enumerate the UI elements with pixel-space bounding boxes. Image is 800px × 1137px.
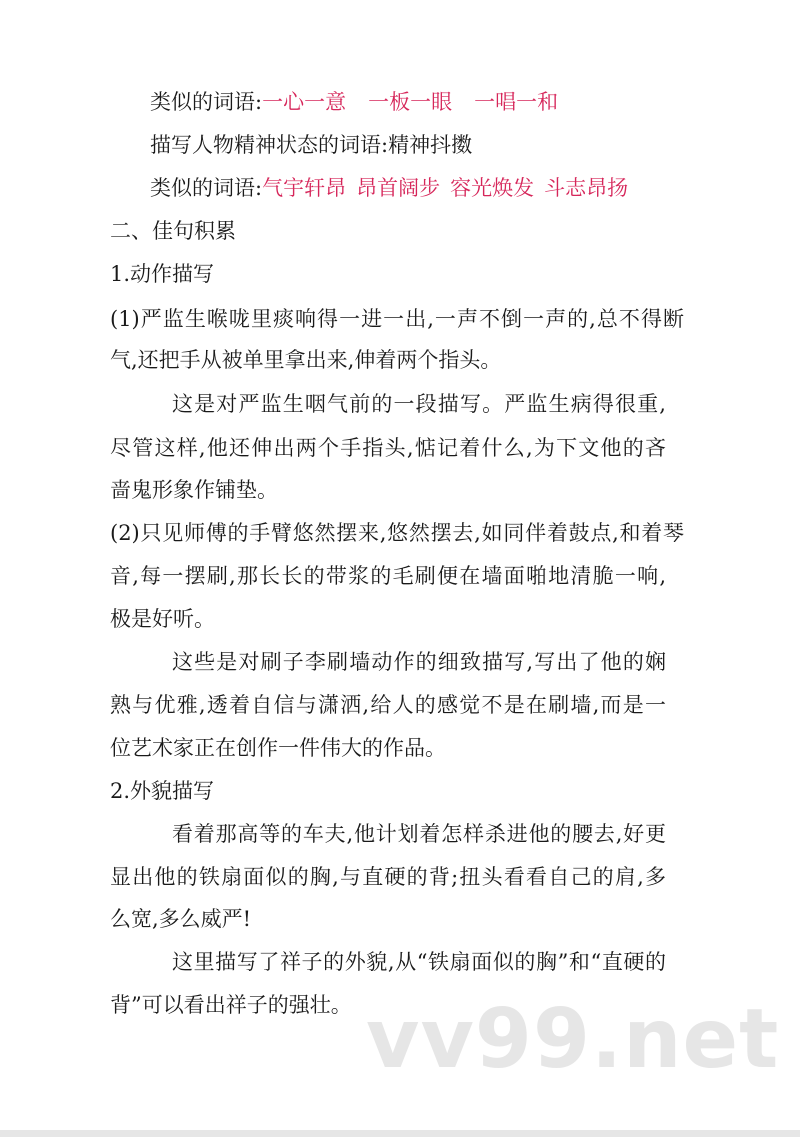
- analysis-line: 背”可以看出祥子的强壮。: [110, 993, 352, 1017]
- similar-word: 昂首阔步: [356, 176, 441, 200]
- example-sentence-line: 极是好听。: [110, 607, 215, 631]
- analysis-line: 这里描写了祥子的外貌,从“铁扇面似的胸”和“直硬的: [172, 950, 666, 974]
- example-sentence-line: 音,每一摆刷,那长长的带浆的毛刷便在墙面啪地清脆一响,: [110, 564, 666, 588]
- analysis-line: 啬鬼形象作铺垫。: [110, 478, 278, 502]
- similar-words-line-2: [150, 174, 628, 202]
- example-sentence-line: (2)只见师傅的手臂悠然摆来,悠然摆去,如同伴着鼓点,和着琴: [110, 521, 684, 545]
- example-sentence-line: 么宽,多么威严!: [110, 907, 252, 931]
- analysis-line: 这些是对刷子李刷墙动作的细致描写,写出了他的娴: [172, 650, 666, 674]
- example-sentence-line: 气,还把手从被单里拿出来,伸着两个指头。: [110, 348, 502, 372]
- similar-word: 斗志昂扬: [544, 176, 629, 200]
- analysis-line: 熟与优雅,透着自信与潇洒,给人的感觉不是在刷墙,而是一: [110, 693, 666, 717]
- analysis-line: 位艺术家正在创作一件伟大的作品。: [110, 736, 446, 760]
- example-sentence-line: 显出他的铁扇面似的胸,与直硬的背;扭头看看自己的肩,多: [110, 865, 666, 889]
- watermark: vv99.net: [366, 992, 780, 1087]
- similar-label: 类似的词语:: [150, 176, 263, 200]
- similar-words-line-1: [150, 88, 558, 116]
- example-sentence-line: (1)严监生喉咙里痰响得一进一出,一声不倒一声的,总不得断: [110, 307, 684, 331]
- similar-label: 类似的词语:: [150, 90, 263, 114]
- analysis-line: 尽管这样,他还伸出两个手指头,惦记着什么,为下文他的吝: [110, 436, 666, 460]
- similar-word: 一心一意: [262, 90, 347, 114]
- analysis-line: 这是对严监生咽气前的一段描写。严监生病得很重,: [172, 392, 666, 416]
- subheading-appearance: 2.外貌描写: [110, 779, 215, 803]
- similar-word: 气宇轩昂: [262, 176, 347, 200]
- example-sentence-line: 看着那高等的车夫,他计划着怎样杀进他的腰去,好更: [172, 822, 666, 846]
- section-heading: 二、佳句积累: [110, 219, 236, 243]
- subheading-action: 1.动作描写: [110, 262, 215, 286]
- page-bottom-edge: [0, 1130, 800, 1137]
- similar-word: 一唱一和: [474, 90, 559, 114]
- spirit-words-line: 描写人物精神状态的词语:精神抖擞: [150, 133, 473, 157]
- similar-word: 一板一眼: [368, 90, 453, 114]
- similar-word: 容光焕发: [450, 176, 535, 200]
